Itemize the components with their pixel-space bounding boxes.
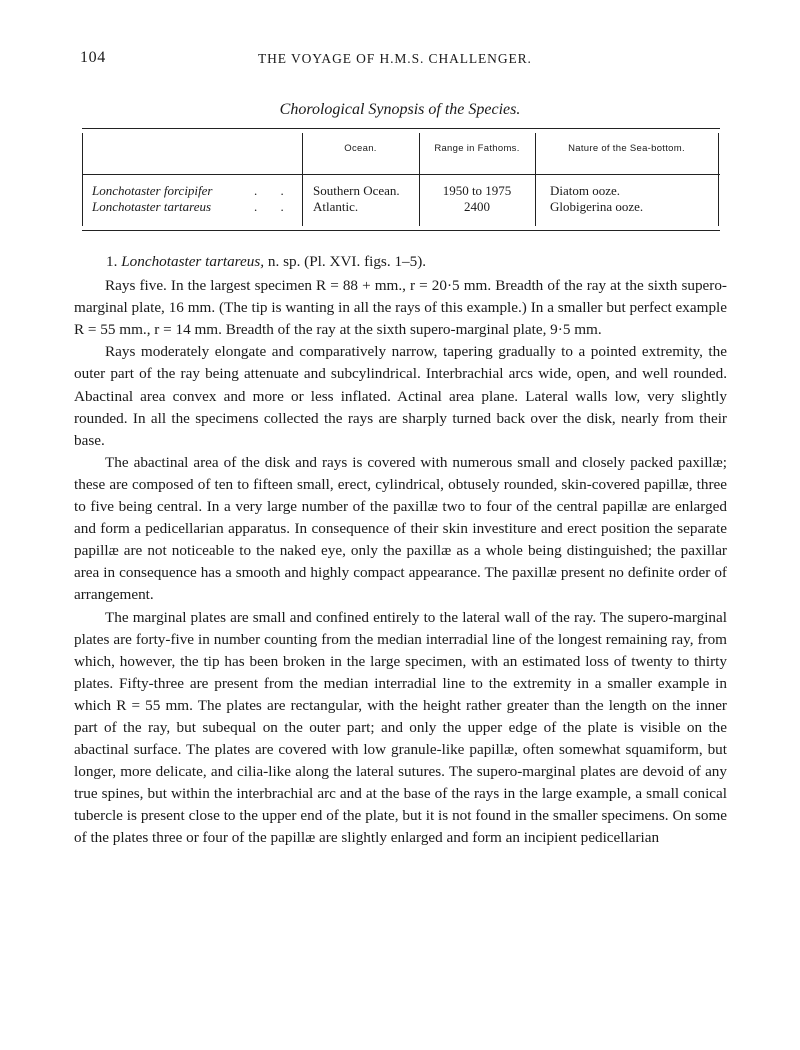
paragraph: Rays moderately elongate and comparatively narrow, tapering gradually to a pointed extremity, the outer part of the ray being attenuate and subcylindrical. Interbrachial arcs wide, open, and well rounded. Abactinal area convex and more or less inflated. Actinal area plane. Lateral walls low, very slightly rounded. In all the specimens collected the rays are sharply turned back over the disk, nearly from their base. (74, 343, 727, 449)
species-name: Lonchotaster tartareus, (121, 253, 265, 270)
species-heading (74, 251, 727, 273)
body-text (74, 251, 727, 850)
synopsis-title: Chorological Synopsis of the Species. (279, 101, 521, 118)
synopsis-table (82, 128, 720, 231)
species-cell: Lonchotaster forcipifer (92, 183, 213, 198)
ocean-cell: Atlantic. (313, 199, 359, 214)
page-number: 104 (80, 49, 106, 66)
paragraph: Rays five. In the largest specimen R = 88 + mm., r = 20·5 mm. Breadth of the ray at the sixth supero-marginal plate, 16 mm. (The tip is wanting in all the rays of this example.) In a smaller but perfect example R = 55 mm., r = 14 mm. Breadth of the ray at the sixth supero-marginal plate, 9·5 mm. (74, 277, 727, 339)
column-header-range: Range in Fathoms. (434, 143, 520, 154)
bottom-cell: Globigerina ooze. (550, 199, 644, 214)
column-header-ocean: Ocean. (344, 143, 377, 154)
paragraph: The marginal plates are small and confined entirely to the lateral wall of the ray. The supero-marginal plates are forty-five in number counting from the median interradial line of the longest remaining ray, from which, however, the tip has been broken in the large specimen, with an estimated loss of twenty to thirty plates. Fifty-three are present from the median interradial line to the extremity in a smaller example in which R = 55 mm. The plates are rectangular, with the height rather greater than the length on the inner part of the ray, but subequal on the outer part; and only the upper edge of the plate is visible on the abactinal surface. The plates are covered with low granule-like papillæ, often somewhat squamiform, but longer, more delicate, and cilia-like along the lateral sutures. The supero-marginal plates are devoid of any true spines, but within the interbrachial arc and at the base of the rays in the large example, a small conical tubercle is present close to the upper end of the plate, but it is not found in the smaller specimens. On some of the plates three or four of the papillæ are slightly enlarged and form an incipient pedicellarian (74, 608, 727, 847)
range-cell: 2400 (464, 199, 490, 214)
species-cell: Lonchotaster tartareus (92, 199, 212, 214)
table-row (82, 199, 720, 216)
leader-dots: . . (254, 199, 294, 214)
column-header-bottom: Nature of the Sea-bottom. (568, 143, 685, 154)
table-header-rule (82, 174, 720, 175)
bottom-cell: Diatom ooze. (550, 183, 621, 198)
table-row (82, 183, 720, 200)
leader-dots: . . (254, 183, 294, 198)
ocean-cell: Southern Ocean. (313, 183, 400, 198)
species-reference: n. sp. (Pl. XVI. figs. 1–5). (267, 253, 427, 270)
range-cell: 1950 to 1975 (442, 183, 512, 198)
page-header (80, 49, 730, 69)
species-number: 1. (106, 253, 118, 270)
running-head: THE VOYAGE OF H.M.S. CHALLENGER. (258, 51, 532, 66)
paragraph: The abactinal area of the disk and rays is covered with numerous small and closely packed paxillæ; these are composed of ten to fifteen small, erect, cylindrical, obtusely rounded, skin-covered papillæ, three to five being central. In a very large number of the paxillæ two to four of the central papillæ are enlarged and form a pedicellarian apparatus. In consequence of their skin investiture and erect position the separate papillæ are not noticeable to the naked eye, only the paxillæ as a whole being distinguished; the paxillar area in consequence has a smooth and highly compact appearance. The paxillæ present no definite order of arrangement. (74, 453, 727, 604)
